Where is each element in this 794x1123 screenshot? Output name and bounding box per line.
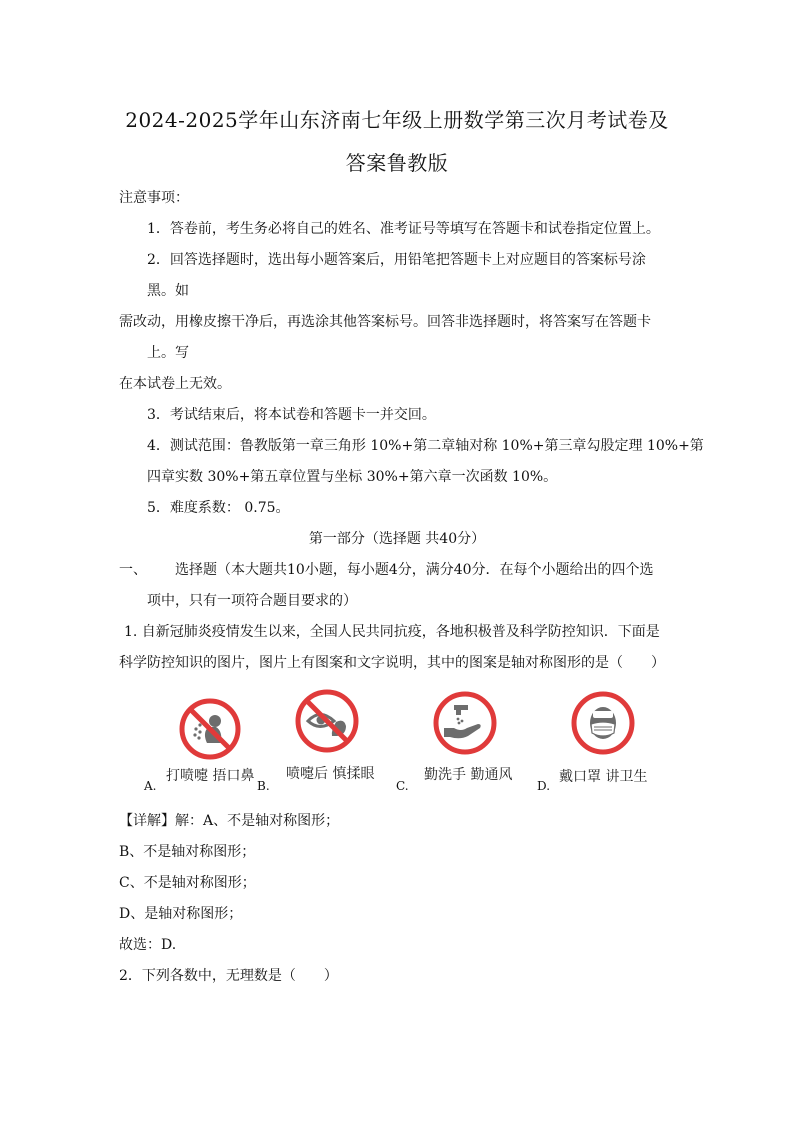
question-1-stem-b: 科学防控知识的图片，图片上有图案和文字说明，其中的图案是轴对称图形的是（ ）	[119, 655, 665, 671]
option-b-caption: 喷嚏后 慎揉眼	[286, 766, 375, 782]
note-item-2a: 2．回答选择题时，选出每小题答案后，用铅笔把答题卡上对应题目的答案标号涂	[147, 252, 646, 268]
note-item-4b: 四章实数 30%+第五章位置与坐标 30%+第六章一次函数 10%。	[147, 469, 558, 485]
sneeze-icon	[178, 697, 242, 761]
document-title-line1: 2024-2025学年山东济南七年级上册数学第三次月考试卷及	[125, 108, 669, 132]
question-1-stem-a: 1. 自新冠肺炎疫情发生以来，全国人民共同抗疫，各地积极普及科学防控知识．下面是	[124, 624, 660, 640]
option-c-caption: 勤洗手 勤通风	[424, 767, 513, 783]
option-a-caption: 打喷嚏 捂口鼻	[166, 768, 255, 784]
analysis-line-4: D、是轴对称图形；	[119, 906, 243, 922]
analysis-answer: 故选：D.	[119, 937, 177, 953]
note-item-5: 5．难度系数： 0.75。	[147, 500, 290, 516]
analysis-line-2: B、不是轴对称图形；	[119, 844, 256, 860]
note-item-2d: 上。写	[147, 345, 189, 361]
part1-heading: 第一部分（选择题 共40分）	[308, 531, 486, 547]
note-item-3: 3．考试结束后，将本试卷和答题卡一并交回。	[147, 407, 436, 423]
note-item-2c: 需改动，用橡皮擦干净后，再选涂其他答案标号。回答非选择题时，将答案写在答题卡	[119, 314, 651, 330]
hand-washing-icon	[432, 690, 498, 756]
question-2-stem: 2．下列各数中，无理数是（ ）	[119, 968, 338, 984]
option-c-letter: C.	[396, 779, 409, 793]
note-item-1: 1．答卷前，考生务必将自己的姓名、准考证号等填写在答题卡和试卷指定位置上。	[147, 221, 660, 237]
notes-heading: 注意事项：	[119, 190, 189, 206]
option-d-letter: D.	[537, 779, 551, 793]
analysis-line-3: C、不是轴对称图形；	[119, 875, 256, 891]
section-description-a: 选择题（本大题共10小题，每小题4分，满分40分．在每个小题给出的四个选	[175, 562, 654, 578]
section-number: 一、	[119, 562, 147, 578]
document-title-line2: 答案鲁教版	[345, 151, 449, 175]
note-item-4a: 4．测试范围：鲁教版第一章三角形 10%+第二章轴对称 10%+第三章勾股定理 10%+第	[147, 438, 704, 454]
mask-face-icon	[570, 690, 636, 756]
option-a-letter: A.	[144, 779, 157, 793]
section-description-b: 项中，只有一项符合题目要求的）	[147, 593, 357, 609]
note-item-2e: 在本试卷上无效。	[119, 376, 231, 392]
note-item-2b: 黑。如	[147, 283, 189, 299]
option-b-letter: B.	[257, 779, 270, 793]
eye-rubbing-icon	[294, 688, 360, 754]
option-d-caption: 戴口罩 讲卫生	[559, 769, 648, 785]
analysis-line-1: 【详解】解：A、不是轴对称图形；	[119, 813, 340, 829]
